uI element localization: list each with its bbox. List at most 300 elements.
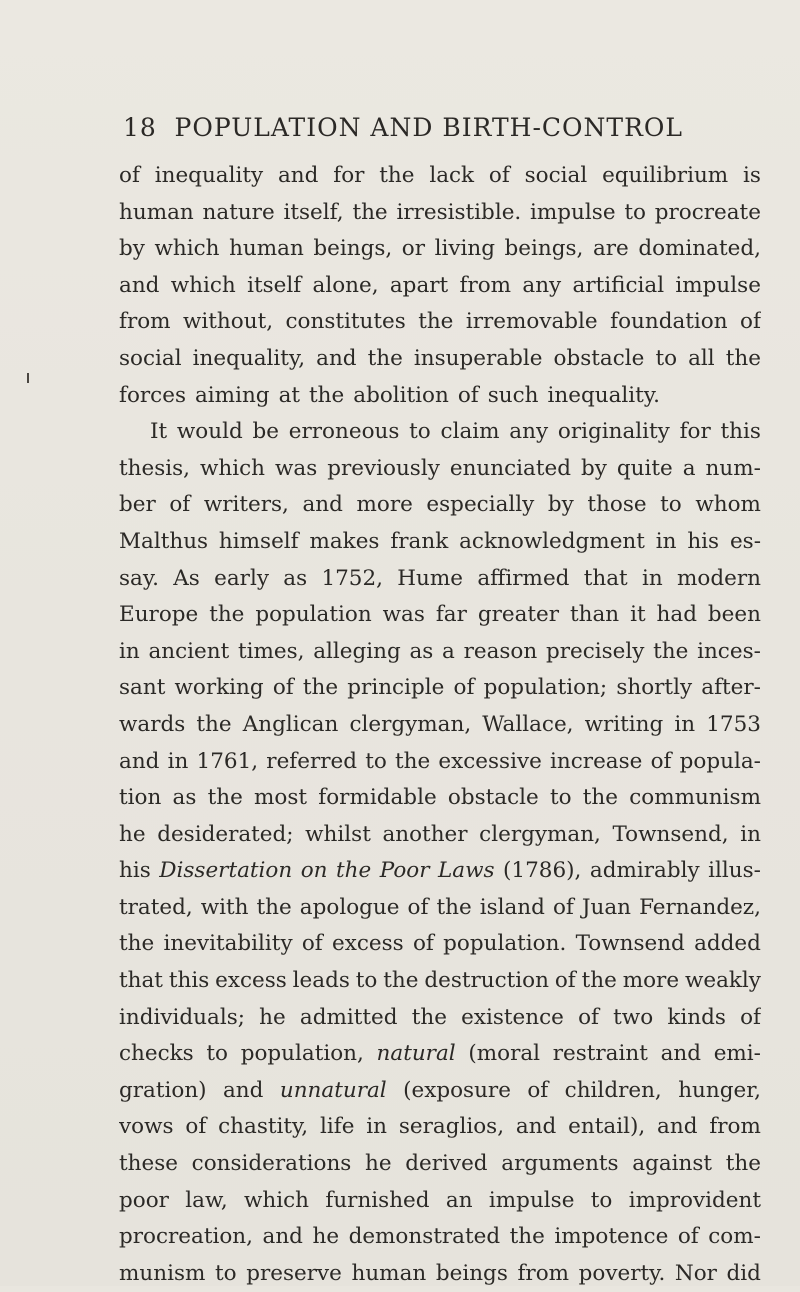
word: in [167, 748, 189, 774]
text-line [119, 634, 761, 671]
word: equilibrium [602, 163, 729, 188]
word: considerations [191, 1151, 352, 1177]
word: obstacle [553, 345, 645, 371]
word: far [435, 602, 467, 628]
word: of [457, 382, 479, 408]
word: would [176, 419, 243, 445]
word: without, [183, 309, 274, 335]
word: Juan [581, 894, 632, 920]
word: than [569, 602, 620, 628]
word: (moral [468, 1041, 541, 1067]
word: inequality [154, 163, 264, 188]
word: the [725, 345, 761, 371]
word: popula- [679, 748, 761, 774]
word: inequality. [547, 382, 660, 408]
word: of [169, 492, 191, 518]
word: admitted [299, 1004, 398, 1030]
word: procreate [654, 199, 761, 225]
word: in [740, 821, 761, 847]
word: his [119, 858, 151, 884]
text-line [119, 561, 761, 598]
text-line [119, 853, 761, 890]
word: of [301, 931, 323, 957]
word: impulse [530, 199, 616, 225]
word: excess [215, 968, 287, 994]
word: of [407, 894, 429, 920]
word: after- [701, 675, 761, 701]
word: with [200, 894, 249, 920]
word: apart [389, 272, 449, 298]
word: affirmed [477, 565, 570, 591]
word: claim [440, 419, 500, 445]
word: any [509, 419, 549, 445]
word: quite [616, 455, 673, 481]
word: did [726, 1260, 761, 1286]
word: inces- [697, 638, 761, 664]
word: another [382, 821, 468, 847]
word: living [434, 236, 495, 262]
word: the [383, 968, 419, 994]
word: to [355, 968, 378, 994]
word: num- [705, 455, 761, 481]
word: the [509, 1224, 545, 1250]
word: that [583, 565, 628, 591]
word: against [632, 1151, 713, 1177]
word: and [515, 1114, 557, 1140]
word: himself [218, 528, 299, 554]
word: acknowledgment [459, 528, 645, 554]
word: vows [119, 1114, 174, 1140]
word: the [411, 1004, 447, 1030]
word: previously [327, 455, 440, 481]
word: are [592, 236, 629, 262]
word: population; [483, 675, 608, 701]
word: this [720, 419, 761, 445]
word: irremovable [465, 309, 598, 335]
word: the [256, 894, 292, 920]
word: admirably [589, 858, 700, 884]
word: desiderated; [157, 821, 294, 847]
word: munism [119, 1260, 206, 1286]
word: for [679, 419, 711, 445]
word: leads [292, 968, 350, 994]
text-line [119, 414, 761, 451]
word: say. [119, 565, 159, 591]
word: in [366, 1114, 388, 1140]
word: and [277, 163, 319, 188]
word: he [312, 1224, 340, 1250]
body-text [119, 158, 761, 1292]
word: all [688, 345, 715, 371]
word: was [274, 455, 318, 481]
word: and [262, 1224, 303, 1250]
running-head [123, 112, 683, 144]
word: the [119, 931, 155, 957]
word: law, [185, 1187, 228, 1213]
word: and [119, 272, 160, 298]
word: from [709, 1114, 761, 1140]
word: 1753 [706, 711, 761, 737]
word: modern [677, 565, 761, 591]
word: wards [119, 711, 186, 737]
word: the [379, 163, 415, 188]
word: insuperable [413, 345, 543, 371]
word: abolition [353, 382, 449, 408]
word: checks [119, 1041, 194, 1067]
word: of [552, 894, 574, 920]
word: an [445, 1187, 473, 1213]
word: to [215, 1260, 237, 1286]
word: Nor [674, 1260, 717, 1286]
word: 1752, [321, 565, 383, 591]
word: added [694, 931, 761, 957]
word: Townsend, [612, 821, 729, 847]
word: kinds [667, 1004, 726, 1030]
word: ancient [148, 638, 230, 664]
word: forces [119, 382, 186, 408]
word: precisely [545, 638, 645, 664]
word: whom [695, 492, 761, 518]
word: the [352, 199, 388, 225]
word: any [522, 272, 562, 298]
word: working [174, 675, 264, 701]
text-line [119, 231, 761, 268]
word: emi- [713, 1041, 761, 1067]
word: to [655, 345, 678, 371]
word: (1786), [503, 858, 582, 884]
word: Europe [119, 602, 199, 628]
word: preserve [246, 1260, 342, 1286]
text-line [119, 1036, 761, 1073]
text-line [119, 963, 761, 1000]
text-line [119, 744, 761, 781]
word: reason [463, 638, 538, 664]
word: excessive [438, 748, 542, 774]
word: obstacle [447, 785, 539, 811]
word: Laws [438, 858, 495, 884]
word: of [578, 1004, 599, 1030]
word: he [259, 1004, 286, 1030]
word: the [395, 748, 431, 774]
word: which [154, 236, 220, 262]
text-line [119, 1146, 761, 1183]
word: from [459, 272, 512, 298]
word: the [209, 602, 245, 628]
text-line [119, 195, 761, 232]
word: (exposure [403, 1077, 511, 1103]
text-line [119, 451, 761, 488]
text-line [119, 1256, 761, 1292]
word: beings [435, 1260, 508, 1286]
text-line [119, 1000, 761, 1037]
text-line [119, 524, 761, 561]
word: natural [376, 1041, 456, 1067]
text-line [119, 707, 761, 744]
word: It [150, 419, 168, 445]
word: as [409, 638, 434, 664]
word: in [674, 711, 696, 737]
word: demonstrated [348, 1224, 501, 1250]
text-line [119, 926, 761, 963]
word: impotence [554, 1224, 669, 1250]
word: aiming [194, 382, 270, 408]
word: to [206, 1041, 228, 1067]
word: writers, [203, 492, 289, 518]
word: children, [564, 1077, 662, 1103]
word: irresistible. [396, 199, 522, 225]
word: by [547, 492, 574, 518]
word: island [479, 894, 545, 920]
word: in [655, 528, 677, 554]
word: clergyman, [479, 821, 601, 847]
word: population [255, 602, 372, 628]
word: foundation [610, 309, 728, 335]
word: Hume [397, 565, 464, 591]
word: Poor [379, 858, 430, 884]
word: social [524, 163, 588, 188]
word: such [487, 382, 539, 408]
word: more [356, 492, 413, 518]
text-line [119, 268, 761, 305]
word: formidable [318, 785, 437, 811]
word: destruction [424, 968, 549, 994]
word: existence [461, 1004, 564, 1030]
word: of [412, 931, 434, 957]
word: times, [237, 638, 305, 664]
word: the [581, 968, 617, 994]
word: restraint [552, 1041, 648, 1067]
margin-mark [27, 373, 29, 383]
word: the [436, 894, 472, 920]
word: a [442, 638, 455, 664]
text-line [119, 487, 761, 524]
word: to [549, 785, 572, 811]
word: seraglios, [398, 1114, 505, 1140]
word: from [119, 309, 171, 335]
word: poverty. [578, 1260, 666, 1286]
word: and [657, 1114, 698, 1140]
word: beings, [313, 236, 393, 262]
word: furnished [325, 1187, 430, 1213]
word: to [660, 492, 682, 518]
word: of [527, 1077, 549, 1103]
word: population. [443, 931, 567, 957]
word: referred [266, 748, 358, 774]
running-title: POPULATION AND BIRTH-CONTROL [174, 113, 683, 142]
word: as [172, 785, 197, 811]
word: of [740, 309, 761, 335]
text-line [119, 670, 761, 707]
word: sant [119, 675, 166, 701]
word: nature [202, 199, 275, 225]
word: improvident [628, 1187, 761, 1213]
word: unnatural [279, 1077, 387, 1103]
word: which [170, 272, 236, 298]
word: whilst [305, 821, 371, 847]
word: especially [426, 492, 535, 518]
word: of [453, 675, 475, 701]
word: individuals; [119, 1004, 245, 1030]
word: as [283, 565, 308, 591]
word: of [488, 163, 510, 188]
page-number: 18 [123, 113, 157, 142]
word: Fernandez, [639, 894, 761, 920]
word: or [401, 236, 426, 262]
word: impulse [675, 272, 761, 298]
word: erroneous [288, 419, 400, 445]
word: Townsend [575, 931, 685, 957]
word: and [222, 1077, 264, 1103]
word: alone, [312, 272, 379, 298]
word: to [624, 199, 646, 225]
word: human [351, 1260, 427, 1286]
text-line [119, 378, 761, 415]
word: of [554, 968, 576, 994]
word: by [119, 236, 145, 262]
word: apologue [299, 894, 400, 920]
word: arguments [501, 1151, 619, 1177]
word: social [119, 345, 182, 371]
word: the [336, 858, 372, 884]
word: of [119, 163, 140, 188]
word: communism [629, 785, 761, 811]
word: to [409, 419, 431, 445]
word: Malthus [119, 528, 209, 554]
word: population, [240, 1041, 364, 1067]
word: procreation, [119, 1224, 253, 1250]
word: a [682, 455, 696, 481]
word: hunger, [678, 1077, 761, 1103]
text-line [119, 1073, 761, 1110]
word: that [119, 968, 163, 994]
word: and [316, 345, 357, 371]
word: he [365, 1151, 392, 1177]
word: constitutes [285, 309, 406, 335]
word: ber [119, 492, 156, 518]
word: chastity, [218, 1114, 309, 1140]
word: Dissertation [159, 858, 293, 884]
word: most [254, 785, 308, 811]
word: the [653, 638, 689, 664]
word: two [613, 1004, 654, 1030]
text-line [119, 780, 761, 817]
word: itself [247, 272, 302, 298]
word: the [582, 785, 618, 811]
word: to [365, 748, 387, 774]
word: to [590, 1187, 613, 1213]
word: increase [550, 748, 643, 774]
text-line [119, 1219, 761, 1256]
word: entail), [568, 1114, 646, 1140]
text-line [119, 304, 761, 341]
word: and [119, 748, 160, 774]
word: been [707, 602, 761, 628]
word: his [687, 528, 720, 554]
word: frank [390, 528, 449, 554]
word: itself, [283, 199, 344, 225]
word: the [418, 309, 454, 335]
word: the [367, 345, 403, 371]
word: com- [708, 1224, 761, 1250]
word: makes [309, 528, 380, 554]
word: was [382, 602, 425, 628]
word: principle [347, 675, 445, 701]
word: the [725, 1151, 761, 1177]
text-line [119, 341, 761, 378]
word: be [252, 419, 280, 445]
word: writing [584, 711, 664, 737]
text-line [119, 817, 761, 854]
word: he [119, 821, 146, 847]
word: shortly [616, 675, 693, 701]
word: greater [477, 602, 560, 628]
word: and [302, 492, 343, 518]
word: which [244, 1187, 310, 1213]
word: enunciated [449, 455, 571, 481]
word: from [517, 1260, 570, 1286]
text-line [119, 1183, 761, 1220]
word: human [119, 199, 194, 225]
word: at [278, 382, 301, 408]
text-line [119, 158, 761, 195]
word: the [207, 785, 243, 811]
word: these [119, 1151, 178, 1177]
word: of [740, 1004, 761, 1030]
word: is [743, 163, 761, 188]
word: beings, [504, 236, 584, 262]
word: the [196, 711, 232, 737]
word: As [173, 565, 200, 591]
word: this [168, 968, 210, 994]
word: excess [332, 931, 404, 957]
word: had [656, 602, 697, 628]
word: es- [729, 528, 761, 554]
word: life [320, 1114, 355, 1140]
word: gration) [119, 1077, 207, 1103]
word: 1761, [196, 748, 259, 774]
word: poor [119, 1187, 169, 1213]
word: originality [557, 419, 670, 445]
text-line [119, 1109, 761, 1146]
word: Wallace, [482, 711, 574, 737]
word: Anglican [242, 711, 339, 737]
word: more [622, 968, 680, 994]
word: illus- [708, 858, 761, 884]
word: tion [119, 785, 162, 811]
word: clergyman, [349, 711, 472, 737]
word: artificial [572, 272, 665, 298]
word: in [641, 565, 663, 591]
word: on [300, 858, 328, 884]
word: derived [405, 1151, 488, 1177]
word: which [199, 455, 265, 481]
word: human [229, 236, 304, 262]
word: inequality, [192, 345, 306, 371]
word: impulse [488, 1187, 575, 1213]
word: of [677, 1224, 699, 1250]
word: lack [429, 163, 475, 188]
word: of [272, 675, 294, 701]
word: weakly [684, 968, 761, 994]
word: those [587, 492, 647, 518]
word: in [119, 638, 140, 664]
word: alleging [313, 638, 401, 664]
word: it [630, 602, 646, 628]
word: for [333, 163, 365, 188]
word: thesis, [119, 455, 190, 481]
text-line [119, 890, 761, 927]
word: inevitability [163, 931, 293, 957]
